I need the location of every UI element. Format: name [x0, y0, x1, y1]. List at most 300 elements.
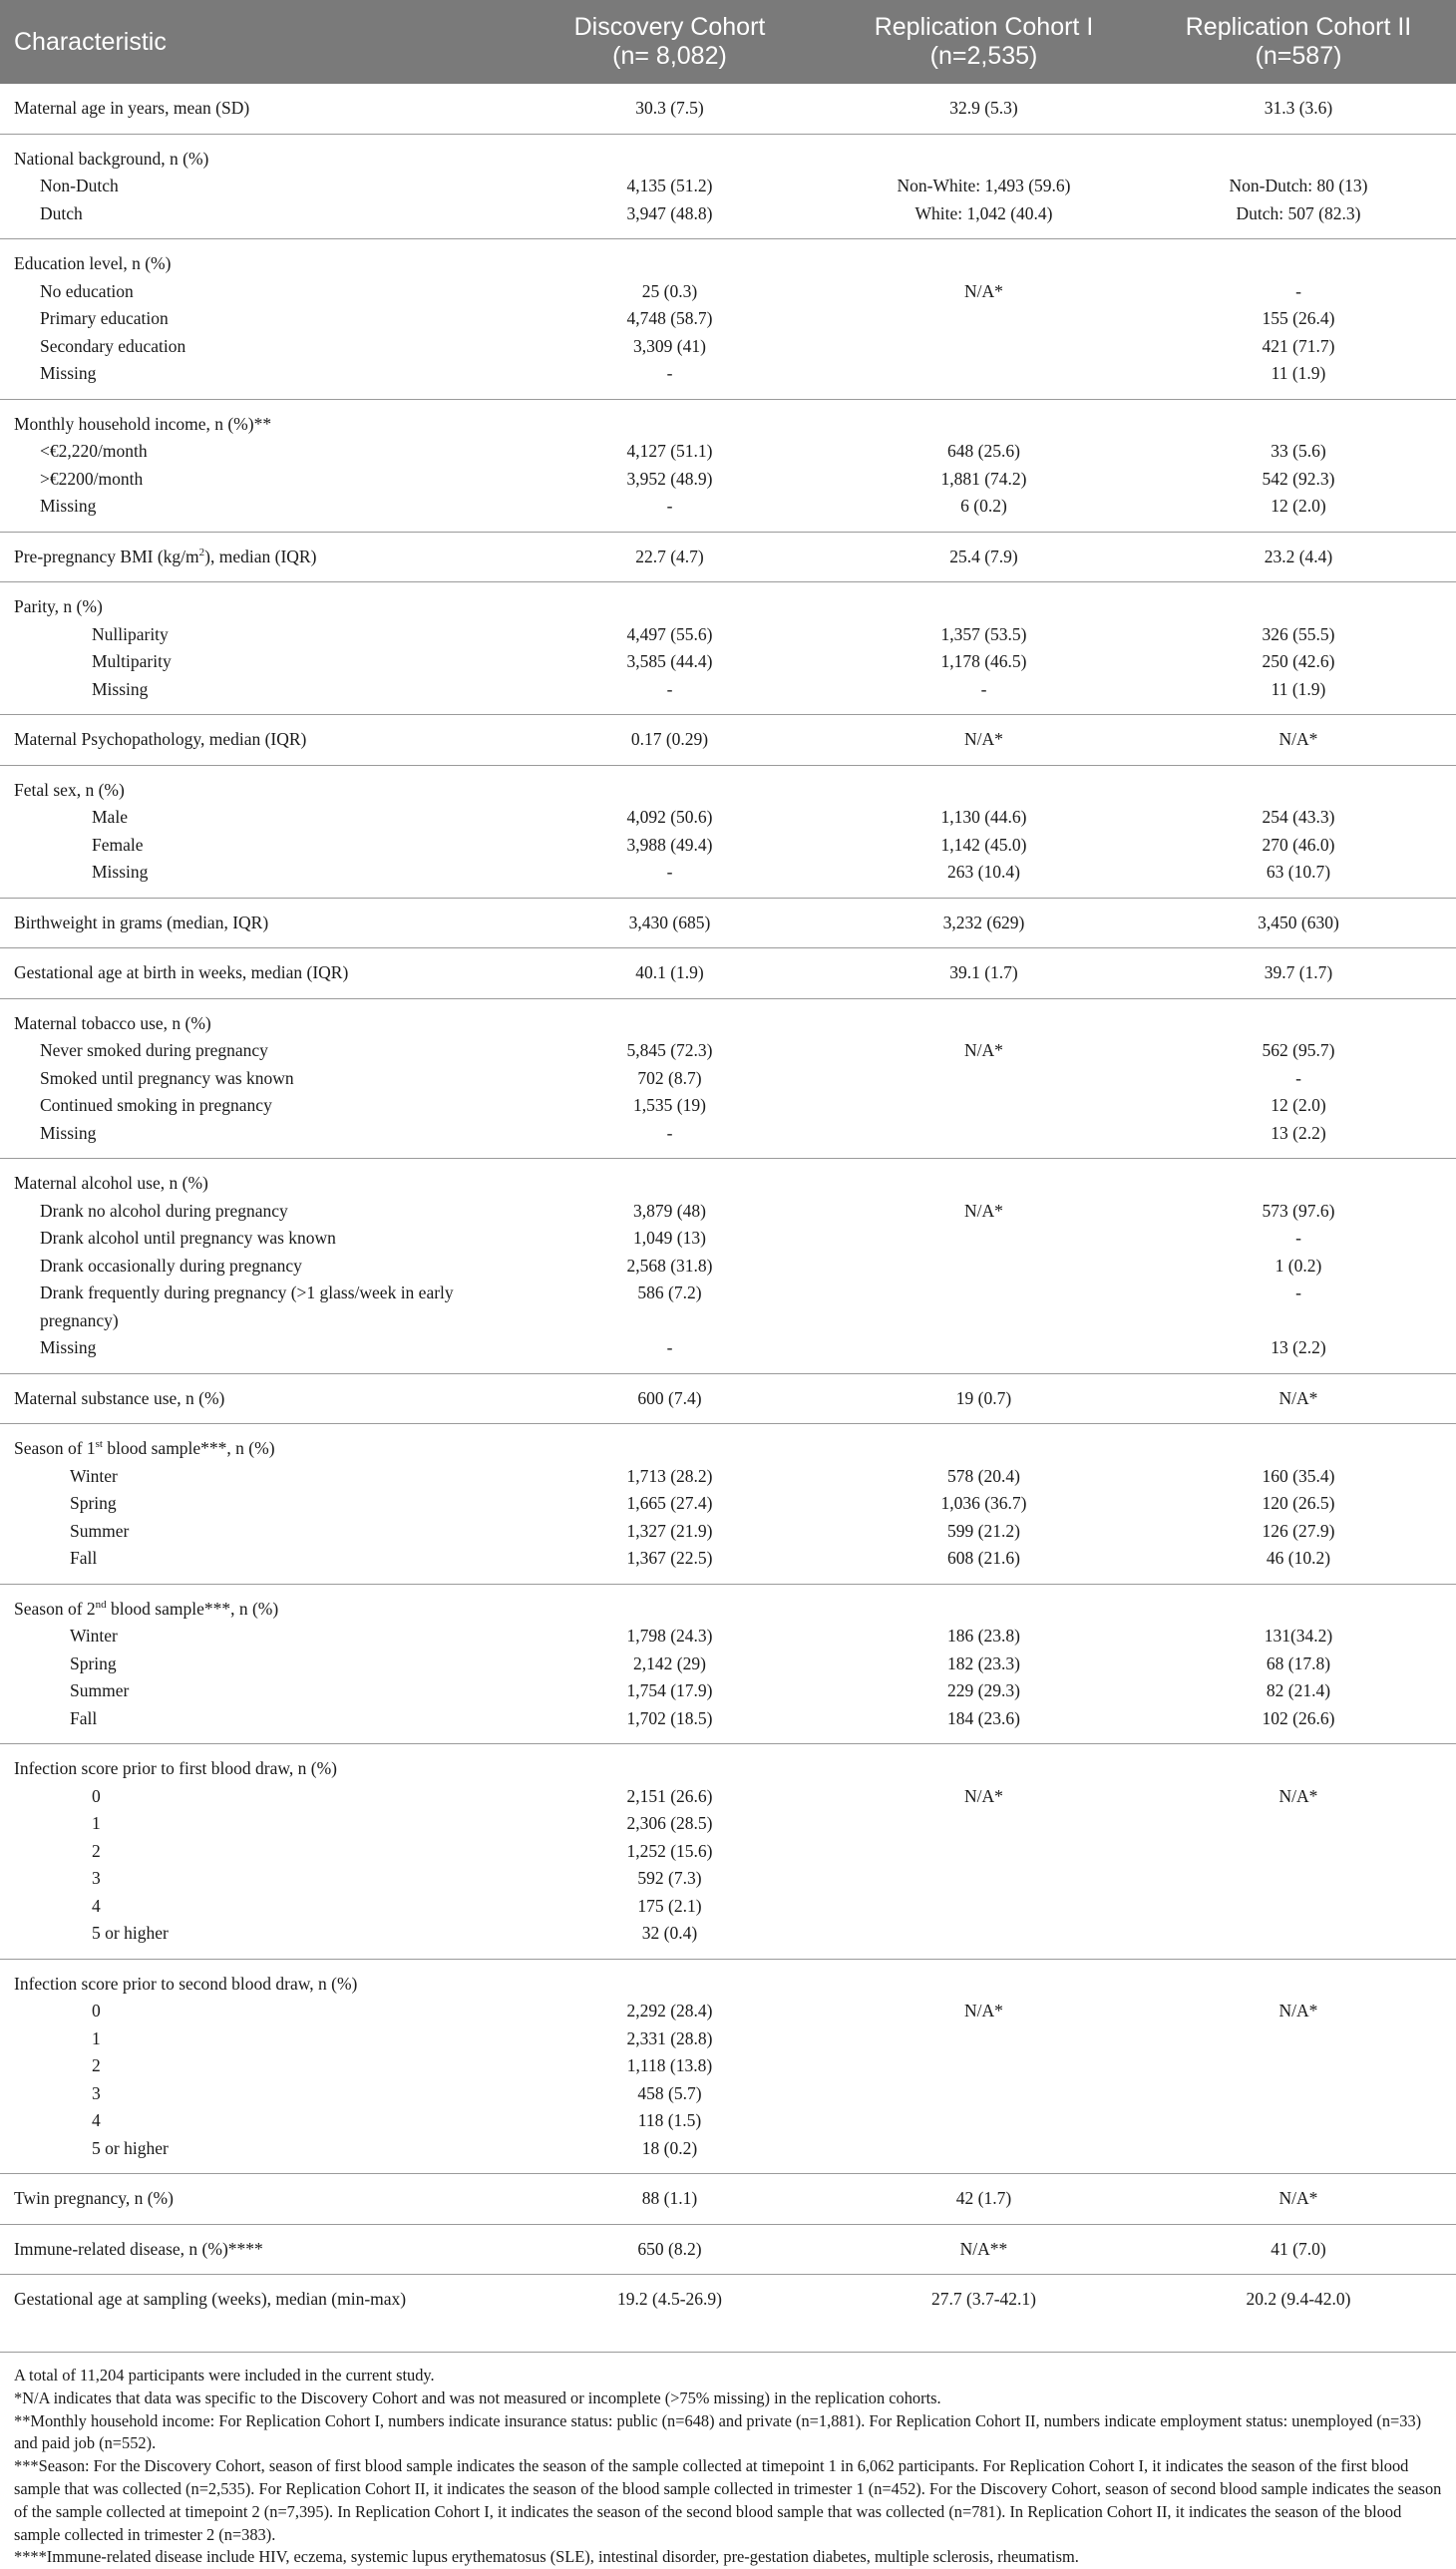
replication-1-value [841, 1120, 1127, 1148]
replication-2-value: N/A* [1278, 2001, 1318, 2020]
replication-1-value [841, 1893, 1127, 1921]
row-sublabel: Multiparity [92, 651, 172, 671]
discovery-value: - [666, 496, 673, 516]
replication-2-value [1155, 1435, 1442, 1463]
discovery-value: 702 (8.7) [637, 1067, 702, 1088]
replication-2-value: 11 (1.9) [1271, 678, 1326, 699]
row-sublabel: Missing [40, 1337, 97, 1357]
replication-2-value: 542 (92.3) [1262, 468, 1335, 489]
table-row [0, 998, 1456, 1159]
replication-1-value: 648 (25.6) [947, 441, 1020, 461]
row-label-cell [0, 765, 513, 898]
discovery-value: - [666, 1337, 673, 1357]
discovery-value: 586 (7.2) [637, 1283, 702, 1302]
row-label-cell [0, 1584, 513, 1744]
row-label: Maternal substance use, n (%) [14, 1387, 225, 1408]
table-row [0, 84, 1456, 134]
row-label: Gestational age at sampling (weeks), median (min-max) [14, 2289, 407, 2309]
table-row [0, 134, 1456, 239]
discovery-value [527, 777, 813, 805]
replication-1-value [841, 2135, 1127, 2163]
row-sublabel: Missing [92, 862, 149, 882]
table-footnotes [0, 2353, 1456, 2569]
replication-1-value-cell [827, 1584, 1141, 1744]
replication-1-value-cell [827, 1159, 1141, 1374]
discovery-value [527, 1596, 813, 1624]
replication-2-value: 46 (10.2) [1266, 1548, 1331, 1568]
replication-2-value: N/A* [1278, 729, 1318, 749]
row-label: Education level, n (%) [14, 253, 172, 273]
row-sublabel: Male [92, 807, 128, 827]
row-label-cell [0, 1959, 513, 2174]
row-label: Maternal tobacco use, n (%) [14, 1012, 211, 1033]
row-sublabel: Dutch [40, 202, 83, 223]
replication-2-value: - [1295, 280, 1301, 301]
row-sublabel: Drank frequently during pregnancy (>1 glass/week in early pregnancy) [40, 1283, 454, 1330]
row-label-cell [0, 399, 513, 532]
table-row [0, 948, 1456, 999]
row-sublabel: No education [40, 280, 134, 301]
discovery-value: 40.1 (1.9) [635, 962, 704, 982]
replication-1-value: N/A* [964, 1785, 1003, 1806]
discovery-value: 2,151 (26.6) [626, 1785, 713, 1806]
row-label-cell [0, 898, 513, 948]
discovery-value-cell [513, 765, 827, 898]
discovery-value: 18 (0.2) [641, 2137, 698, 2158]
row-sublabel: Fall [70, 1707, 98, 1728]
row-sublabel: Primary education [40, 308, 169, 328]
row-sublabel: Missing [40, 363, 97, 383]
replication-2-value [1155, 250, 1442, 278]
replication-2-value: 68 (17.8) [1266, 1652, 1331, 1673]
replication-1-value [841, 1334, 1127, 1362]
replication-1-value [841, 1971, 1127, 1999]
replication-2-value [1155, 2080, 1442, 2108]
replication-2-value [1155, 1596, 1442, 1624]
replication-2-value-cell [1141, 1373, 1456, 1424]
replication-1-value: 1,130 (44.6) [940, 807, 1027, 827]
replication-2-value: 31.3 (3.6) [1264, 98, 1333, 118]
discovery-value [527, 1010, 813, 1038]
discovery-value [527, 1435, 813, 1463]
replication-2-value-cell [1141, 898, 1456, 948]
discovery-value: 0.17 (0.29) [630, 729, 709, 749]
replication-2-value: N/A* [1278, 1387, 1318, 1408]
replication-2-value: 250 (42.6) [1262, 651, 1335, 671]
replication-2-value: - [1295, 1283, 1301, 1302]
discovery-value: - [666, 862, 673, 882]
discovery-value: 1,535 (19) [633, 1095, 706, 1115]
footnote: A total of 11,204 participants were included in the current study. [14, 2366, 435, 2385]
replication-1-value [841, 1596, 1127, 1624]
row-sublabel: Non-Dutch [40, 176, 119, 195]
discovery-value: - [666, 363, 673, 383]
replication-2-value: 102 (26.6) [1262, 1707, 1335, 1728]
replication-2-value [1155, 1920, 1442, 1948]
header-discovery: Discovery Cohort (n= 8,082) [513, 0, 827, 84]
discovery-value: 3,430 (685) [628, 912, 711, 932]
row-label: Maternal age in years, mean (SD) [14, 98, 250, 118]
replication-2-value-cell [1141, 134, 1456, 239]
replication-2-value: Non-Dutch: 80 (13) [1229, 176, 1368, 195]
replication-2-value: 12 (2.0) [1271, 1095, 1326, 1115]
replication-1-value [841, 1065, 1127, 1093]
replication-1-value [841, 1435, 1127, 1463]
replication-1-value: N/A* [964, 280, 1003, 301]
discovery-value-cell [513, 2275, 827, 2353]
discovery-value: 3,879 (48) [633, 1200, 706, 1221]
discovery-value: 2,292 (28.4) [626, 2001, 713, 2020]
replication-1-value [841, 250, 1127, 278]
replication-1-value-cell [827, 1373, 1141, 1424]
replication-1-value [841, 777, 1127, 805]
replication-2-value: 63 (10.7) [1266, 862, 1331, 882]
replication-1-value [841, 1920, 1127, 1948]
replication-1-value [841, 2080, 1127, 2108]
discovery-value-cell [513, 998, 827, 1159]
replication-1-value [841, 2052, 1127, 2080]
replication-1-value-cell [827, 2174, 1141, 2225]
row-sublabel: 4 [92, 2110, 101, 2130]
replication-2-value: 82 (21.4) [1266, 1680, 1331, 1700]
discovery-value-cell [513, 715, 827, 766]
discovery-value: - [666, 678, 673, 699]
replication-1-value: N/A* [964, 1040, 1003, 1060]
row-label-cell [0, 1159, 513, 1374]
replication-2-value-cell [1141, 715, 1456, 766]
replication-2-value: 3,450 (630) [1258, 912, 1339, 932]
discovery-value: 592 (7.3) [637, 1868, 702, 1888]
replication-1-value-cell [827, 1424, 1141, 1585]
row-label-cell [0, 134, 513, 239]
row-sublabel: 2 [92, 1840, 101, 1861]
row-label-cell [0, 2275, 513, 2353]
table-row [0, 2275, 1456, 2353]
discovery-value-cell [513, 1373, 827, 1424]
replication-1-value: 599 (21.2) [947, 1520, 1020, 1541]
discovery-value: 3,947 (48.8) [626, 202, 713, 223]
replication-2-value-cell [1141, 1584, 1456, 1744]
row-label: Birthweight in grams (median, IQR) [14, 912, 269, 932]
row-sublabel: Drank occasionally during pregnancy [40, 1255, 302, 1276]
row-label-cell [0, 84, 513, 134]
replication-1-value [841, 305, 1127, 333]
discovery-value: 3,952 (48.9) [626, 468, 713, 489]
discovery-value: 1,665 (27.4) [626, 1493, 713, 1513]
discovery-value [527, 593, 813, 621]
row-sublabel: 3 [92, 2082, 101, 2103]
replication-2-value-cell [1141, 2224, 1456, 2275]
footnote: **Monthly household income: For Replication Cohort I, numbers indicate insurance status: public (n=648) and private (n=1,881). For Replication Cohort II, numbers indicate employment status: unemployed (n=33) and paid job (n=552). [14, 2410, 1422, 2453]
replication-2-value: 120 (26.5) [1262, 1493, 1335, 1513]
discovery-value: 25 (0.3) [641, 280, 698, 301]
replication-2-value [1155, 1893, 1442, 1921]
replication-2-value [1155, 1755, 1442, 1783]
discovery-value: 175 (2.1) [637, 1895, 702, 1916]
row-label-cell [0, 532, 513, 582]
replication-1-value: 1,178 (46.5) [940, 651, 1027, 671]
discovery-value: 1,118 (13.8) [626, 2055, 713, 2075]
discovery-value: 1,252 (15.6) [626, 1840, 713, 1861]
replication-1-value-cell [827, 765, 1141, 898]
row-sublabel: 2 [92, 2055, 101, 2075]
discovery-value: 1,754 (17.9) [626, 1680, 713, 1700]
discovery-value-cell [513, 1584, 827, 1744]
replication-2-value: 160 (35.4) [1262, 1465, 1335, 1486]
row-label-cell [0, 998, 513, 1159]
replication-1-value [841, 1280, 1127, 1334]
table-row [0, 239, 1456, 400]
replication-2-value: Dutch: 507 (82.3) [1236, 202, 1361, 223]
replication-1-value-cell [827, 134, 1141, 239]
replication-1-value: N/A* [964, 1200, 1003, 1221]
replication-1-value: 1,142 (45.0) [940, 834, 1027, 855]
replication-2-value [1155, 1838, 1442, 1866]
discovery-value: 3,585 (44.4) [626, 651, 713, 671]
replication-1-value [841, 1253, 1127, 1281]
row-label: Twin pregnancy, n (%) [14, 2188, 174, 2208]
replication-2-value [1155, 146, 1442, 174]
replication-2-value-cell [1141, 1159, 1456, 1374]
row-label: Maternal alcohol use, n (%) [14, 1173, 208, 1193]
row-sublabel: Winter [70, 1626, 118, 1646]
replication-2-value-cell [1141, 532, 1456, 582]
replication-1-value: 182 (23.3) [947, 1652, 1020, 1673]
row-sublabel: Secondary education [40, 335, 186, 356]
discovery-value: 650 (8.2) [637, 2238, 702, 2259]
replication-1-value-cell [827, 1959, 1141, 2174]
row-label-cell [0, 948, 513, 999]
replication-2-value: 562 (95.7) [1262, 1040, 1335, 1060]
replication-1-value [841, 1225, 1127, 1253]
row-sublabel: Summer [70, 1680, 130, 1700]
replication-1-value-cell [827, 399, 1141, 532]
discovery-value: 1,367 (22.5) [626, 1548, 713, 1568]
replication-1-value: 42 (1.7) [955, 2188, 1012, 2208]
row-sublabel: 5 or higher [92, 2137, 169, 2158]
replication-1-value: 263 (10.4) [947, 862, 1020, 882]
replication-1-value [841, 1755, 1127, 1783]
replication-2-value [1155, 1010, 1442, 1038]
row-label-cell [0, 1424, 513, 1585]
footnote: ***Season: For the Discovery Cohort, season of first blood sample indicates the season of the sample collected at timepoint 1 in 6,062 participants. For Replication Cohort I, it indicates the season of the first blood sample that was collected (n=2,535). For Replication Cohort II, it indicates the season of the blood sample collected in trimester 1 (n=452). For the Discovery Cohort, season of second blood sample indicates the season of the sample collected at timepoint 2 (n=7,395). In Replication Cohort I, it indicates the season of the second blood sample that was collected (n=781). In Replication Cohort II, it indicates the season of the blood sample collected in trimester 2 (n=383). [14, 2456, 1442, 2544]
discovery-value: 2,142 (29) [633, 1652, 706, 1673]
replication-2-value: 33 (5.6) [1271, 441, 1326, 461]
replication-2-value-cell [1141, 998, 1456, 1159]
replication-1-value [841, 2025, 1127, 2053]
replication-1-value: 1,357 (53.5) [940, 623, 1027, 644]
replication-1-value: 1,036 (36.7) [940, 1493, 1027, 1513]
discovery-value: - [666, 1122, 673, 1143]
discovery-value-cell [513, 532, 827, 582]
row-label: Immune-related disease, n (%)**** [14, 2238, 263, 2259]
row-label-cell [0, 1373, 513, 1424]
row-label-cell [0, 715, 513, 766]
replication-2-value [1155, 2052, 1442, 2080]
replication-1-value-cell [827, 532, 1141, 582]
table-row [0, 532, 1456, 582]
row-sublabel: Missing [40, 496, 97, 516]
replication-1-value: 229 (29.3) [947, 1680, 1020, 1700]
discovery-value: 2,568 (31.8) [626, 1255, 713, 1276]
replication-2-value: 13 (2.2) [1271, 1337, 1326, 1357]
header-replication-2: Replication Cohort II (n=587) [1141, 0, 1456, 84]
discovery-value: 88 (1.1) [641, 2188, 698, 2208]
discovery-value [527, 1971, 813, 1999]
replication-1-value [841, 2107, 1127, 2135]
replication-1-value: 27.7 (3.7-42.1) [931, 2289, 1036, 2309]
discovery-value-cell [513, 1744, 827, 1960]
replication-1-value: - [980, 678, 987, 699]
discovery-value-cell [513, 1159, 827, 1374]
row-label: Season of 2nd blood sample***, n (%) [14, 1598, 279, 1619]
discovery-value: 22.7 (4.7) [635, 546, 704, 566]
row-sublabel: Female [92, 834, 144, 855]
replication-1-value-cell [827, 239, 1141, 400]
replication-2-value [1155, 593, 1442, 621]
replication-1-value [841, 146, 1127, 174]
discovery-value-cell [513, 134, 827, 239]
row-label: National background, n (%) [14, 148, 209, 169]
replication-2-value-cell [1141, 399, 1456, 532]
discovery-value: 4,135 (51.2) [626, 176, 713, 195]
row-sublabel: 1 [92, 2027, 101, 2048]
replication-2-value: 20.2 (9.4-42.0) [1246, 2289, 1351, 2309]
replication-1-value [841, 1092, 1127, 1120]
replication-2-value: - [1295, 1067, 1301, 1088]
row-label-cell [0, 2174, 513, 2225]
replication-2-value: 155 (26.4) [1262, 308, 1335, 328]
row-label-cell [0, 1744, 513, 1960]
discovery-value-cell [513, 1959, 827, 2174]
replication-1-value-cell [827, 2275, 1141, 2353]
row-sublabel: Missing [92, 678, 149, 699]
row-sublabel: 0 [92, 1785, 101, 1806]
replication-1-value-cell [827, 948, 1141, 999]
replication-2-value: 12 (2.0) [1271, 496, 1326, 516]
replication-1-value: N/A* [964, 729, 1003, 749]
discovery-value-cell [513, 399, 827, 532]
discovery-value: 4,497 (55.6) [626, 623, 713, 644]
discovery-value: 1,713 (28.2) [626, 1465, 713, 1486]
table-header-row [0, 0, 1456, 84]
replication-2-value: 23.2 (4.4) [1264, 546, 1333, 566]
replication-1-value: 25.4 (7.9) [949, 546, 1018, 566]
discovery-value: 1,798 (24.3) [626, 1626, 713, 1646]
replication-2-value [1155, 1810, 1442, 1838]
discovery-value: 5,845 (72.3) [626, 1040, 713, 1060]
row-label-cell [0, 239, 513, 400]
row-sublabel: Drank alcohol until pregnancy was known [40, 1228, 336, 1248]
replication-2-value: - [1295, 1228, 1301, 1248]
row-sublabel: Fall [70, 1548, 98, 1568]
row-label: Season of 1st blood sample***, n (%) [14, 1438, 275, 1458]
discovery-value-cell [513, 948, 827, 999]
replication-2-value [1155, 411, 1442, 439]
row-sublabel: 5 or higher [92, 1923, 169, 1943]
discovery-value: 118 (1.5) [637, 2110, 702, 2130]
table-row [0, 1959, 1456, 2174]
table-body [0, 84, 1456, 2353]
table-row [0, 1373, 1456, 1424]
replication-1-value: White: 1,042 (40.4) [914, 202, 1053, 223]
replication-1-value [841, 593, 1127, 621]
discovery-value-cell [513, 2174, 827, 2225]
discovery-value [527, 411, 813, 439]
discovery-value [527, 1755, 813, 1783]
discovery-value: 32 (0.4) [641, 1923, 698, 1943]
replication-1-value: 578 (20.4) [947, 1465, 1020, 1486]
table-row [0, 715, 1456, 766]
replication-2-value: 13 (2.2) [1271, 1122, 1326, 1143]
replication-1-value: 1,881 (74.2) [940, 468, 1027, 489]
row-sublabel: >€2200/month [40, 468, 144, 489]
footnote: ****Immune-related disease include HIV, eczema, systemic lupus erythematosus (SLE), intestinal disorder, pre-gestation diabetes, multiple sclerosis, rheumatism. [14, 2547, 1079, 2567]
table-row [0, 2224, 1456, 2275]
table-row [0, 1159, 1456, 1374]
replication-1-value: 184 (23.6) [947, 1707, 1020, 1728]
replication-1-value: 608 (21.6) [947, 1548, 1020, 1568]
replication-2-value: 326 (55.5) [1262, 623, 1335, 644]
discovery-value-cell [513, 582, 827, 715]
replication-2-value [1155, 2107, 1442, 2135]
replication-2-value: 39.7 (1.7) [1264, 962, 1333, 982]
replication-1-value [841, 360, 1127, 388]
row-sublabel: Nulliparity [92, 623, 169, 644]
replication-1-value-cell [827, 2224, 1141, 2275]
replication-2-value [1155, 1865, 1442, 1893]
replication-2-value-cell [1141, 84, 1456, 134]
discovery-value-cell [513, 2224, 827, 2275]
replication-1-value: N/A* [964, 2001, 1003, 2020]
discovery-value-cell [513, 1424, 827, 1585]
row-sublabel: Never smoked during pregnancy [40, 1040, 268, 1060]
replication-2-value-cell [1141, 239, 1456, 400]
replication-2-value-cell [1141, 1424, 1456, 1585]
discovery-value: 1,049 (13) [633, 1228, 706, 1248]
header-replication-1: Replication Cohort I (n=2,535) [827, 0, 1141, 84]
discovery-value-cell [513, 898, 827, 948]
replication-1-value: 6 (0.2) [960, 496, 1007, 516]
replication-2-value: 126 (27.9) [1262, 1520, 1335, 1541]
row-label: Fetal sex, n (%) [14, 779, 125, 800]
row-label: Gestational age at birth in weeks, median (IQR) [14, 962, 349, 982]
discovery-value: 4,092 (50.6) [626, 807, 713, 827]
replication-2-value: 41 (7.0) [1271, 2238, 1326, 2259]
replication-1-value [841, 333, 1127, 361]
row-label-cell [0, 582, 513, 715]
replication-2-value-cell [1141, 765, 1456, 898]
row-label: Infection score prior to second blood draw, n (%) [14, 1973, 358, 1994]
replication-1-value-cell [827, 582, 1141, 715]
replication-2-value: 573 (97.6) [1262, 1200, 1335, 1221]
row-label-cell [0, 2224, 513, 2275]
row-sublabel: <€2,220/month [40, 441, 148, 461]
replication-1-value: 32.9 (5.3) [949, 98, 1018, 118]
row-sublabel: Smoked until pregnancy was known [40, 1067, 294, 1088]
discovery-value: 3,309 (41) [633, 335, 706, 356]
discovery-value-cell [513, 84, 827, 134]
replication-2-value: 421 (71.7) [1262, 335, 1335, 356]
replication-2-value [1155, 1971, 1442, 1999]
replication-2-value-cell [1141, 948, 1456, 999]
row-sublabel: 3 [92, 1868, 101, 1888]
discovery-value: 458 (5.7) [637, 2082, 702, 2103]
row-label: Pre-pregnancy BMI $(kg/m^2)$, median (IQR) [14, 546, 317, 566]
replication-2-value-cell [1141, 1959, 1456, 2174]
discovery-value: 30.3 (7.5) [635, 98, 704, 118]
discovery-value [527, 1170, 813, 1198]
